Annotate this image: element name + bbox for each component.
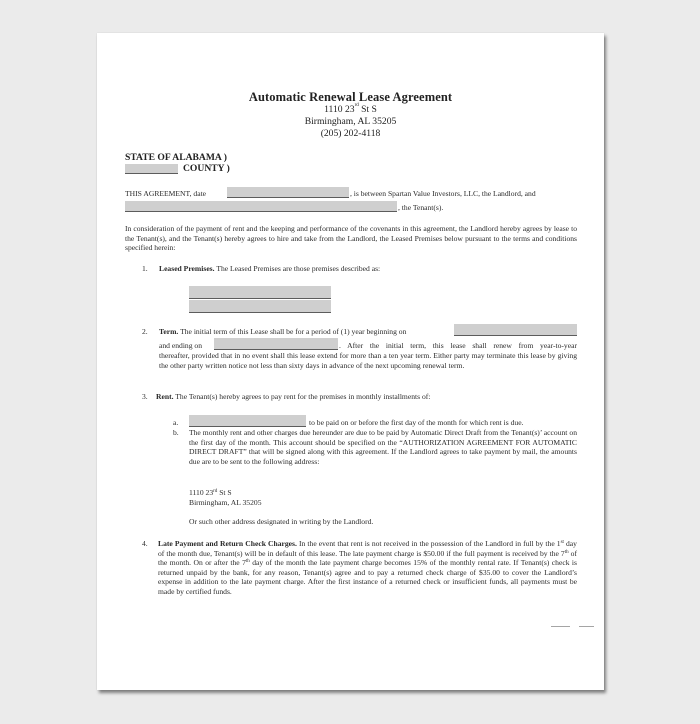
section-2-ending-label: and ending on	[159, 341, 203, 350]
county-field[interactable]	[125, 164, 178, 174]
section-1-number: 1.	[142, 264, 148, 273]
header-phone: (205) 202-4118	[320, 128, 381, 139]
section-3-line1: Rent. The Tenant(s) hereby agrees to pay rent for the premises in monthly installments of:	[156, 392, 431, 401]
section-2-paragraph: thereafter, provided that in no event shall this lease extend for more than a ten year term. Either party may terminate this lease by giving the other party written notice not less than sixty days in advance of the next upcoming renewal term.	[159, 351, 577, 370]
section-4-heading: Late Payment and Return Check Charges.	[158, 539, 297, 548]
section-2-renew-text: . After the initial term, this lease shall renew from year-to-year	[339, 341, 577, 350]
section-3-heading: Rent.	[156, 392, 174, 401]
header-address-line1: 1110 23rd St S	[324, 103, 377, 115]
initials-line-1	[551, 626, 570, 627]
section-4-paragraph: Late Payment and Return Check Charges. In the event that rent is not received in the possession of the Landlord in full by the 1st day of the month due, Tenant(s) will be in default of this lease. The late payment charge is $50.00 if the full payment is received by the 7th of the month. On or after the 7th day of the month the late payment charge becomes 15% of the monthly rental rate. If Tenant(s) check is returned unpaid by the bank, for any reason, Tenant(s) agree and to pay a returned check charge of $35.00 to cover the Landlord’s expense in addition to the late payment charge. After the first instance of a returned check or insufficient funds, all payments must be made by certified funds.	[158, 539, 578, 596]
premises-field-1[interactable]	[189, 286, 331, 299]
state-label: STATE OF ALABAMA )	[125, 152, 227, 163]
agreement-intro: THIS AGREEMENT, date	[125, 189, 207, 198]
tenant-name-field[interactable]	[125, 201, 397, 212]
section-4-number: 4.	[142, 539, 148, 548]
rent-item-b-label: b.	[173, 428, 179, 437]
section-1-heading: Leased Premises.	[159, 264, 215, 273]
agreement-date-field[interactable]	[227, 187, 349, 198]
tenant-label: , the Tenant(s).	[398, 203, 444, 212]
document-title: Automatic Renewal Lease Agreement	[248, 90, 453, 104]
section-2-heading: Term.	[159, 327, 179, 336]
section-1: Leased Premises. The Leased Premises are those premises described as:	[159, 264, 381, 273]
document-page	[97, 33, 604, 690]
section-2-number: 2.	[142, 327, 148, 336]
initials-line-2	[579, 626, 594, 627]
premises-field-2[interactable]	[189, 300, 331, 313]
rent-item-a-label: a.	[173, 418, 179, 427]
rent-item-b-text: The monthly rent and other charges due hereunder are due to be paid by Automatic Direct Draft from the Tenant(s)’ account on the first day of the month. This account should be specified on the “AUTHORIZATION AGREEMENT FOR AUTOMATIC DIRECT DRAFT” that will be signed along with this agreement. If the Landlord agrees to take payment by mail, the amounts due are to be sent to the following address:	[189, 428, 577, 466]
county-label: COUNTY )	[183, 163, 230, 174]
header-address-line2: Birmingham, AL 35205	[304, 116, 397, 127]
other-address-note: Or such other address designated in writing by the Landlord.	[189, 517, 374, 526]
term-start-date-field[interactable]	[454, 324, 577, 336]
mail-address-line2: Birmingham, AL 35205	[189, 498, 262, 507]
mail-address-line1: 1110 23rd St S	[189, 488, 232, 497]
rent-item-a-text: to be paid on or before the first day of the month for which rent is due.	[309, 418, 524, 427]
section-2-line1: Term. The initial term of this Lease shall be for a period of (1) year beginning on	[159, 327, 407, 336]
consideration-paragraph: In consideration of the payment of rent and the keeping and performance of the covenants in this agreement, the Landlord hereby agrees by lease to the Tenant(s), and the Tenant(s) hereby agrees to hire and take from the Landlord, the Leased Premises below pursuant to the terms and conditions specified herein:	[125, 224, 577, 252]
agreement-parties: , is between Spartan Value Investors, LLC, the Landlord, and	[350, 189, 536, 198]
monthly-rent-field[interactable]	[189, 415, 306, 427]
term-end-date-field[interactable]	[214, 338, 338, 350]
section-3-number: 3.	[142, 392, 148, 401]
